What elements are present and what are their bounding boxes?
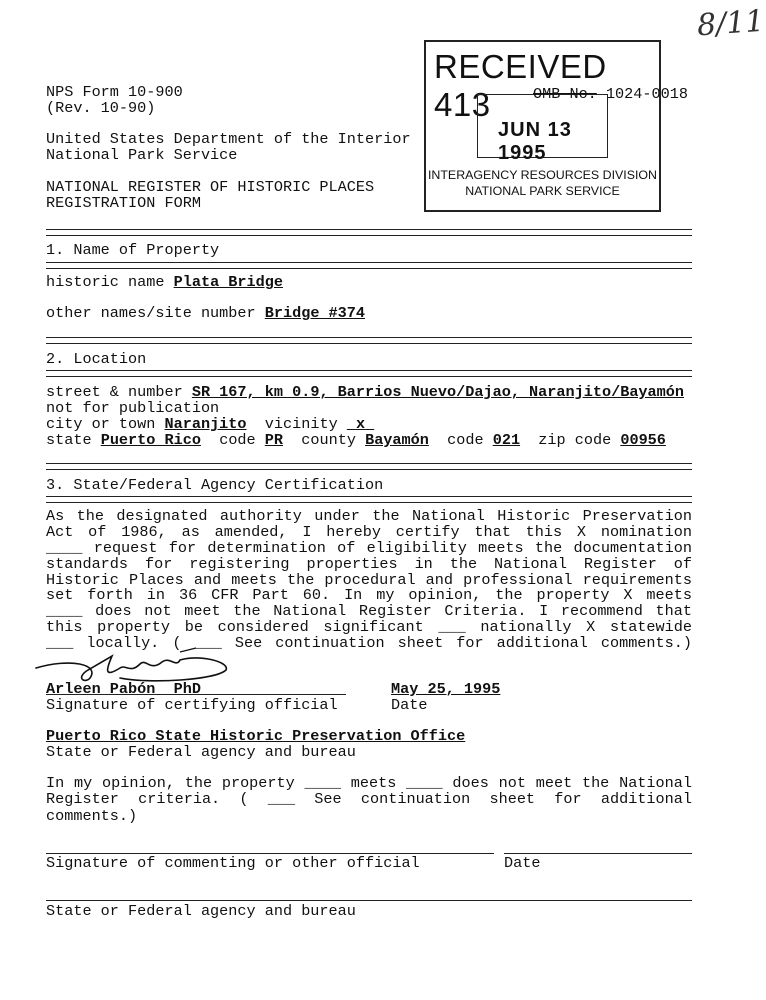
department: United States Department of the Interior — [46, 130, 411, 148]
historic-name-label: historic name — [46, 273, 165, 291]
bureau-label-2: State or Federal agency and bureau — [46, 902, 356, 920]
certification-line: ____ request for determination of eligibility meets the documentation — [46, 539, 692, 557]
signature-label: Signature of certifying official — [46, 696, 338, 714]
divider — [46, 496, 692, 503]
state-label: state — [46, 431, 92, 449]
divider — [46, 370, 692, 377]
county-code-value: 021 — [492, 431, 521, 449]
not-for-publication: not for publication — [46, 399, 220, 417]
historic-name-row — [46, 274, 283, 290]
county-value: Bayamón — [365, 431, 429, 449]
divider — [46, 229, 692, 236]
date-value: May 25, 1995 — [391, 680, 501, 698]
state-code-label: code — [219, 431, 256, 449]
register-title: NATIONAL REGISTER OF HISTORIC PLACES — [46, 178, 375, 196]
opinion-line: comments.) — [46, 807, 138, 825]
other-names-label: other names/site number — [46, 304, 256, 322]
registration-form: REGISTRATION FORM — [46, 194, 201, 212]
divider — [46, 463, 692, 470]
other-names-value: Bridge #374 — [264, 304, 366, 322]
state-value: Puerto Rico — [100, 431, 201, 449]
certification-line: ____ does not meet the National Register Criteria. I recommend that — [46, 602, 692, 620]
certification-line: ___ locally. ( ___ See continuation sheet for additional comments.) — [46, 634, 692, 652]
vicinity-label: vicinity — [264, 415, 338, 433]
bureau-line — [46, 900, 692, 901]
comment-date-label: Date — [504, 854, 541, 872]
opinion-line: Register criteria. ( ___ See continuation sheet for additional — [46, 790, 692, 808]
divider — [46, 337, 692, 344]
county-code-label: code — [447, 431, 484, 449]
historic-name-value: Plata Bridge — [173, 273, 283, 291]
certification-line: Act of 1986, as amended, I hereby certify that this X nomination — [46, 523, 692, 541]
service: National Park Service — [46, 146, 238, 164]
stamp-date: JUN 13 1995 — [498, 119, 572, 164]
city-value: Naranjito — [164, 415, 247, 433]
certification-line: Historic Places and meets the procedural and professional requirements — [46, 571, 692, 589]
certification-line: As the designated authority under the National Historic Preservation — [46, 507, 692, 525]
signature-line — [46, 694, 346, 695]
omb-label: OMB No. — [533, 85, 597, 103]
stamp-title: RECEIVED 413 — [434, 48, 607, 123]
state-code-value: PR — [264, 431, 284, 449]
certification-line: this property be considered significant ___ nationally X statewide — [46, 618, 692, 636]
form-number: NPS Form 10-900 — [46, 83, 183, 101]
state-row — [46, 432, 666, 448]
city-label: city or town — [46, 415, 156, 433]
date-label: Date — [391, 696, 428, 714]
county-label: county — [301, 431, 356, 449]
street-row — [46, 384, 684, 400]
section-3-heading: 3. State/Federal Agency Certification — [46, 476, 384, 494]
street-value: SR 167, km 0.9, Barrios Nuevo/Dajao, Naranjito/Bayamón — [191, 383, 684, 401]
zip-value: 00956 — [620, 431, 666, 449]
certification-line: standards for registering properties in the National Register of — [46, 555, 692, 573]
street-label: street & number — [46, 383, 183, 401]
opinion-line: In my opinion, the property ____ meets ____ does not meet the National — [46, 774, 692, 792]
received-stamp — [424, 40, 661, 212]
vicinity-value: x — [355, 415, 366, 433]
city-row — [46, 416, 374, 432]
divider — [46, 262, 692, 269]
other-names-row — [46, 305, 365, 321]
certification-line: set forth in 36 CFR Part 60. In my opinion, the property X meets — [46, 586, 692, 604]
stamp-division: INTERAGENCY RESOURCES DIVISION — [427, 168, 658, 182]
stamp-service: NATIONAL PARK SERVICE — [465, 184, 620, 198]
stamp-date-box — [477, 94, 608, 164]
handwritten-number: 8/11 — [695, 3, 766, 44]
signer-name: Arleen Pabón PhD — [46, 680, 201, 698]
comment-signature-label: Signature of commenting or other official — [46, 854, 420, 872]
form-revision: (Rev. 10-90) — [46, 99, 156, 117]
office-name: Puerto Rico State Historic Preservation Office — [46, 727, 466, 745]
omb-number — [533, 85, 688, 103]
omb-value: 1024-0018 — [605, 85, 688, 103]
section-1-heading: 1. Name of Property — [46, 241, 220, 259]
bureau-label: State or Federal agency and bureau — [46, 743, 356, 761]
section-2-heading: 2. Location — [46, 350, 147, 368]
zip-label: zip code — [538, 431, 612, 449]
